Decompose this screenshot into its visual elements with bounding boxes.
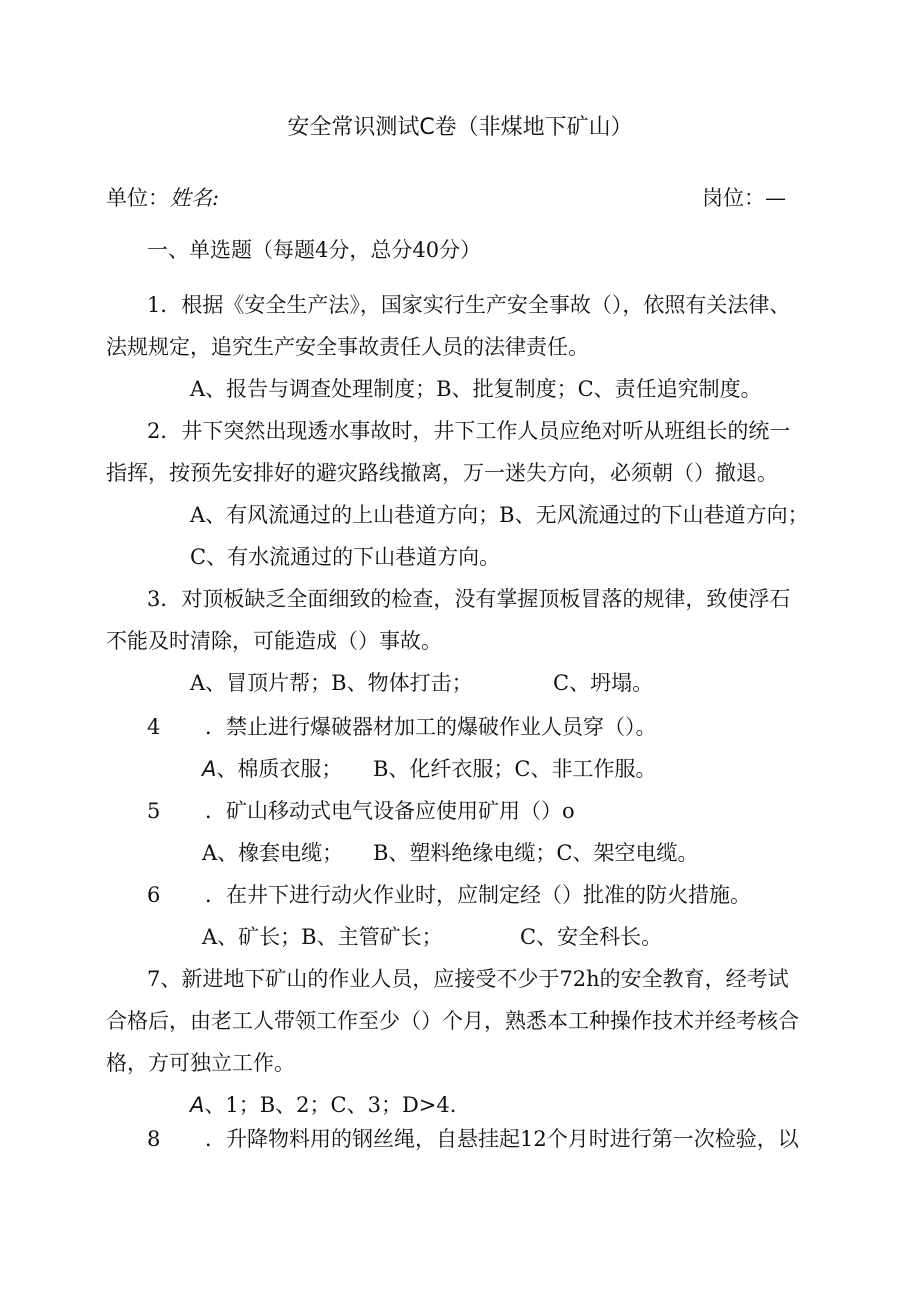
question-3-options-c: C、坍塌。 [553, 671, 654, 695]
question-5-text: ．矿山移动式电气设备应使用矿用（）o [205, 799, 575, 823]
question-1-options: A、报告与调查处理制度；B、批复制度；C、责任追究制度。 [190, 377, 762, 401]
question-5 [147, 796, 575, 826]
question-7-option-a-letter: A [190, 1093, 205, 1117]
question-6-number: 6 [147, 883, 161, 907]
question-2-line-2: 指挥，按预先安排好的避灾路线撤离，万一迷失方向，必须朝（）撤退。 [106, 461, 778, 485]
question-5-options-b-c: B、塑料绝缘电缆；C、架空电缆。 [373, 841, 699, 865]
question-4-option-a-text: 、棉质衣服； [216, 757, 343, 781]
question-4-option-a-letter: A [202, 757, 217, 781]
section-heading: 一、单选题（每题4分，总分40分） [147, 238, 482, 262]
page-title: 安全常识测试C卷（非煤地下矿山） [287, 115, 633, 140]
question-7-line-3: 格，方可独立工作。 [106, 1051, 295, 1075]
question-7-options [190, 1090, 456, 1120]
question-1-line-2: 法规规定，追究生产安全事故责任人员的法律责任。 [106, 335, 589, 359]
question-3-options-a-b: A、冒顶片帮；B、物体打击； [190, 671, 473, 695]
question-2-options-2: C、有水流通过的下山巷道方向。 [190, 545, 501, 569]
question-5-options-a: A、橡套电缆； [202, 841, 344, 865]
question-6-options-c: C、安全科长。 [520, 925, 663, 949]
question-8-text: ．升降物料用的钢丝绳，自悬挂起12个月时进行第一次检验，以 [205, 1127, 799, 1151]
question-3-line-2: 不能及时清除，可能造成（）事故。 [106, 629, 442, 653]
question-4 [147, 712, 657, 742]
question-6-options-a-b: A、矿长；B、主管矿长； [202, 925, 443, 949]
question-8 [147, 1124, 799, 1154]
question-6 [147, 880, 751, 910]
question-4-text: ．禁止进行爆破器材加工的爆破作业人员穿（）。 [205, 715, 657, 739]
question-7-line-2: 合格后，由老工人带领工作至少（）个月，熟悉本工种操作技术并经考核合 [106, 1009, 799, 1033]
question-8-number: 8 [147, 1127, 161, 1151]
question-5-number: 5 [147, 799, 161, 823]
name-label: 姓名: [170, 186, 220, 210]
question-4-options-a [202, 754, 342, 784]
question-7-options-text: 、1；B、2；C、3；D>4. [204, 1093, 457, 1117]
question-1-line-1: 1．根据《安全生产法》，国家实行生产安全事故（），依照有关法律、 [147, 293, 791, 317]
question-4-number: 4 [147, 715, 161, 739]
question-4-options-b-c: B、化纤衣服；C、非工作服。 [373, 757, 657, 781]
question-3-line-1: 3．对顶板缺乏全面细致的检查，没有掌握顶板冒落的规律，致使浮石 [147, 587, 791, 611]
question-2-options-1: A、有风流通过的上山巷道方向；B、无风流通过的下山巷道方向； [190, 503, 809, 527]
question-2-line-1: 2．井下突然出现透水事故时，井下工作人员应绝对听从班组长的统一 [147, 419, 791, 443]
position-label: 岗位：— [702, 186, 786, 210]
question-7-line-1: 7、新进地下矿山的作业人员，应接受不少于72h的安全教育，经考试 [147, 967, 789, 991]
unit-label: 单位： [106, 186, 169, 210]
question-6-text: ．在井下进行动火作业时，应制定经（）批准的防火措施。 [205, 883, 751, 907]
